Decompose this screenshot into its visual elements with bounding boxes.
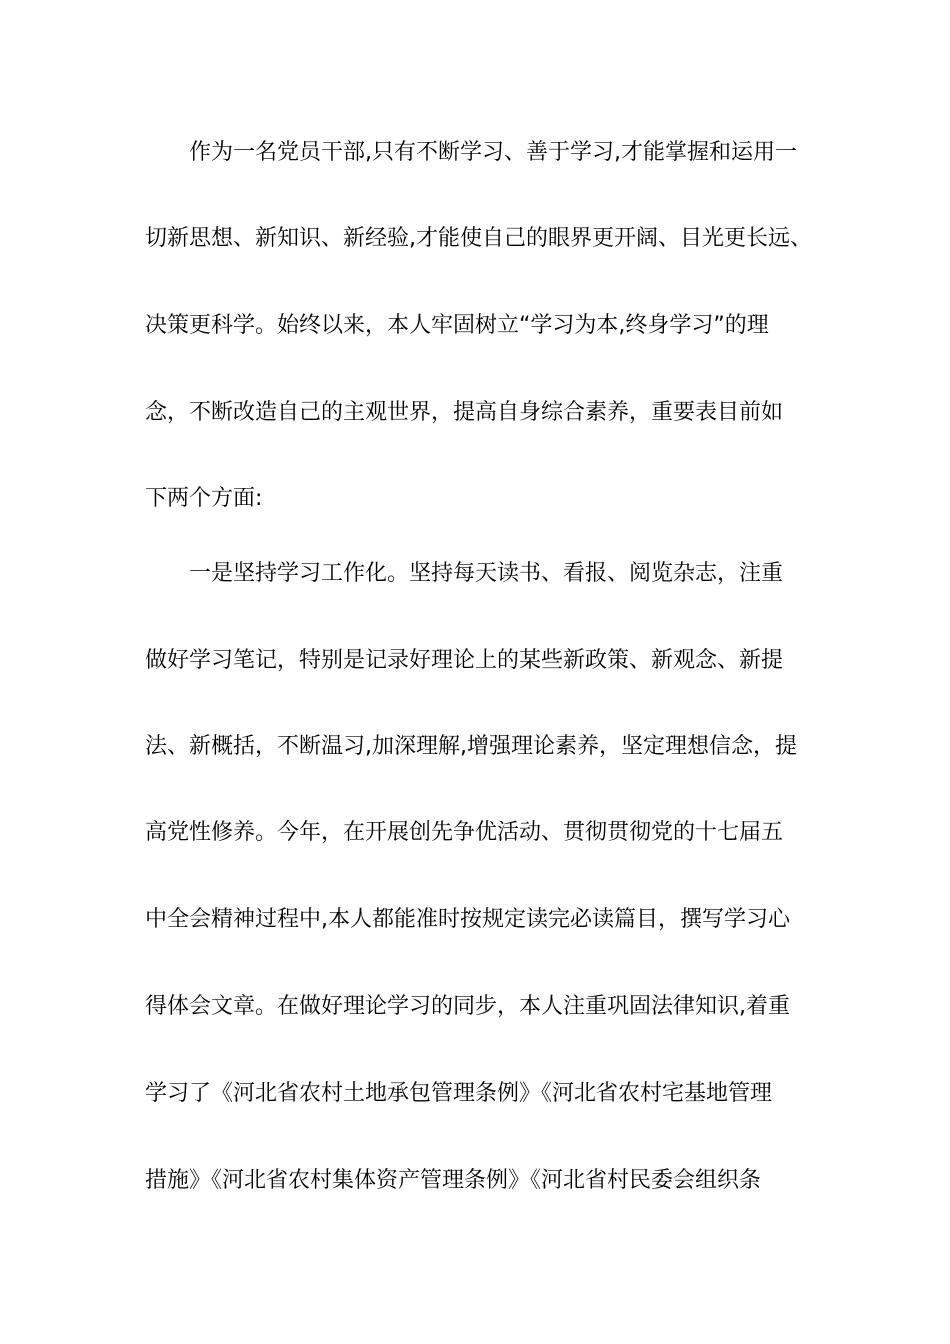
paragraph-2-line-7: 学习了《河北省农村土地承包管理条例》《河北省农村宅基地管理 [145,1081,773,1106]
paragraph-2-line-5: 中全会精神过程中,本人都能准时按规定读完必读篇目，撰写学习心 [145,907,790,932]
paragraph-1-line-3: 决策更科学。始终以来，本人牢固树立“学习为本,终身学习”的理 [145,313,769,338]
paragraph-2-line-3: 法、新概括，不断温习,加深理解,增强理论素养，坚定理想信念，提 [145,734,797,759]
paragraph-2-line-4: 高党性修养。今年，在开展创先争优活动、贯彻贯彻党的十七届五 [145,820,784,845]
paragraph-2-line-8: 措施》《河北省农村集体资产管理条例》《河北省村民委会组织条 [145,1168,762,1193]
paragraph-2-line-2: 做好学习笔记，特别是记录好理论上的某些新政策、新观念、新提 [145,648,784,673]
paragraph-2-line-6: 得体会文章。在做好理论学习的同步，本人注重巩固法律知识,着重 [145,994,790,1019]
paragraph-1-line-4: 念，不断改造自己的主观世界，提高自身综合素养，重要表目前如 [145,400,784,425]
paragraph-1-line-2: 切新思想、新知识、新经验,才能使自己的眼界更开阔、目光更长远、 [145,226,812,251]
paragraph-2-line-1: 一是坚持学习工作化。坚持每天读书、看报、阅览杂志，注重 [189,561,784,586]
paragraph-1-line-5: 下两个方面: [145,486,263,511]
paragraph-1-line-1: 作为一名党员干部,只有不断学习、善于学习,才能掌握和运用一 [189,140,797,165]
